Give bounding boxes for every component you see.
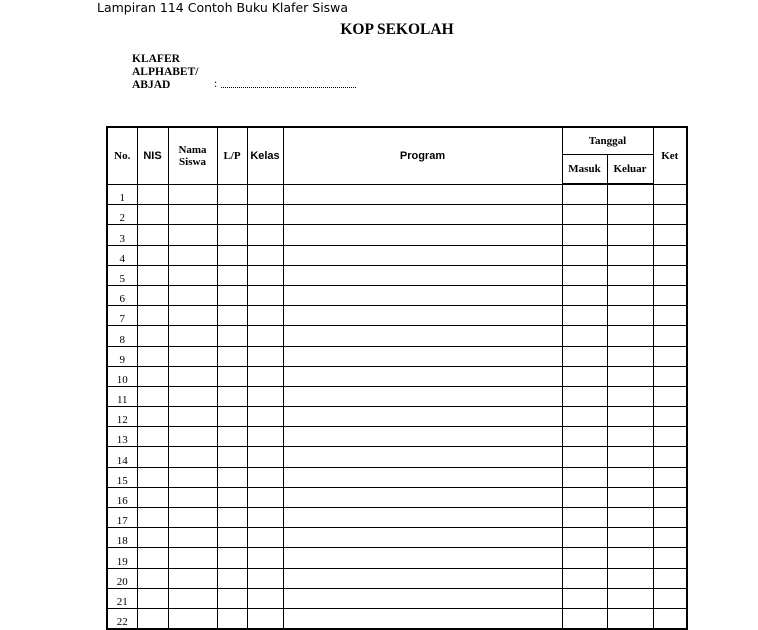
cell-keluar — [607, 407, 653, 427]
cell-program — [283, 407, 562, 427]
cell-program — [283, 306, 562, 326]
cell-nama — [168, 205, 217, 225]
table-row — [107, 225, 687, 245]
cell-ket — [653, 205, 687, 225]
cell-lp — [217, 568, 247, 588]
cell-nama — [168, 588, 217, 608]
cell-ket — [653, 608, 687, 629]
cell-nis — [137, 407, 168, 427]
cell-keluar — [607, 487, 653, 507]
page-caption: Lampiran 114 Contoh Buku Klafer Siswa — [97, 0, 349, 15]
table-row — [107, 608, 687, 629]
cell-program — [283, 265, 562, 285]
cell-lp — [217, 184, 247, 205]
cell-program — [283, 487, 562, 507]
cell-keluar — [607, 447, 653, 467]
cell-kelas — [247, 568, 283, 588]
header-lp: L/P — [217, 127, 247, 184]
table-row — [107, 184, 687, 205]
cell-nis — [137, 528, 168, 548]
cell-kelas — [247, 608, 283, 629]
cell-nis — [137, 467, 168, 487]
cell-nama — [168, 326, 217, 346]
cell-nis — [137, 588, 168, 608]
table-row — [107, 407, 687, 427]
cell-nis — [137, 184, 168, 205]
klafer-table — [106, 126, 688, 630]
row-number: 4 — [107, 245, 137, 265]
cell-lp — [217, 205, 247, 225]
cell-kelas — [247, 205, 283, 225]
cell-kelas — [247, 427, 283, 447]
row-number: 9 — [107, 346, 137, 366]
header-no: No. — [107, 127, 137, 184]
cell-keluar — [607, 184, 653, 205]
cell-nama — [168, 285, 217, 305]
cell-masuk — [562, 306, 607, 326]
cell-kelas — [247, 588, 283, 608]
cell-lp — [217, 386, 247, 406]
cell-masuk — [562, 407, 607, 427]
cell-lp — [217, 346, 247, 366]
table-body — [107, 184, 687, 629]
header-program: Program — [283, 127, 562, 184]
cell-ket — [653, 588, 687, 608]
cell-program — [283, 184, 562, 205]
cell-program — [283, 225, 562, 245]
cell-keluar — [607, 265, 653, 285]
row-number: 22 — [107, 608, 137, 629]
row-number: 3 — [107, 225, 137, 245]
cell-ket — [653, 568, 687, 588]
row-number: 12 — [107, 407, 137, 427]
cell-keluar — [607, 285, 653, 305]
cell-nama — [168, 508, 217, 528]
row-number: 5 — [107, 265, 137, 285]
page-title: KOP SEKOLAH — [340, 21, 454, 38]
cell-kelas — [247, 386, 283, 406]
cell-keluar — [607, 306, 653, 326]
cell-keluar — [607, 245, 653, 265]
cell-lp — [217, 447, 247, 467]
table-row — [107, 306, 687, 326]
cell-masuk — [562, 588, 607, 608]
cell-keluar — [607, 225, 653, 245]
cell-program — [283, 285, 562, 305]
klafer-label-line-2: ALPHABET/ — [132, 66, 199, 78]
cell-keluar — [607, 508, 653, 528]
cell-ket — [653, 528, 687, 548]
header-tanggal: Tanggal — [562, 127, 653, 155]
cell-nama — [168, 608, 217, 629]
cell-program — [283, 588, 562, 608]
cell-lp — [217, 285, 247, 305]
cell-nis — [137, 386, 168, 406]
row-number: 16 — [107, 487, 137, 507]
table-row — [107, 508, 687, 528]
cell-program — [283, 548, 562, 568]
cell-kelas — [247, 184, 283, 205]
cell-lp — [217, 265, 247, 285]
cell-kelas — [247, 265, 283, 285]
cell-lp — [217, 366, 247, 386]
cell-kelas — [247, 326, 283, 346]
cell-nama — [168, 568, 217, 588]
cell-keluar — [607, 588, 653, 608]
row-number: 8 — [107, 326, 137, 346]
cell-kelas — [247, 225, 283, 245]
cell-nama — [168, 427, 217, 447]
cell-nama — [168, 366, 217, 386]
cell-ket — [653, 467, 687, 487]
cell-nama — [168, 265, 217, 285]
cell-kelas — [247, 366, 283, 386]
cell-nis — [137, 265, 168, 285]
cell-kelas — [247, 467, 283, 487]
row-number: 11 — [107, 386, 137, 406]
cell-ket — [653, 285, 687, 305]
cell-ket — [653, 184, 687, 205]
cell-ket — [653, 508, 687, 528]
table-row — [107, 205, 687, 225]
cell-lp — [217, 528, 247, 548]
cell-lp — [217, 306, 247, 326]
table-row — [107, 386, 687, 406]
cell-program — [283, 508, 562, 528]
cell-nis — [137, 326, 168, 346]
cell-kelas — [247, 548, 283, 568]
cell-program — [283, 467, 562, 487]
cell-lp — [217, 548, 247, 568]
cell-program — [283, 447, 562, 467]
row-number: 7 — [107, 306, 137, 326]
row-number: 14 — [107, 447, 137, 467]
cell-ket — [653, 427, 687, 447]
cell-program — [283, 245, 562, 265]
header-nis: NIS — [137, 127, 168, 184]
row-number: 18 — [107, 528, 137, 548]
cell-ket — [653, 225, 687, 245]
cell-keluar — [607, 568, 653, 588]
cell-masuk — [562, 528, 607, 548]
cell-ket — [653, 447, 687, 467]
cell-nis — [137, 568, 168, 588]
cell-nis — [137, 306, 168, 326]
cell-nama — [168, 386, 217, 406]
cell-masuk — [562, 205, 607, 225]
cell-masuk — [562, 467, 607, 487]
cell-kelas — [247, 447, 283, 467]
cell-nis — [137, 245, 168, 265]
cell-kelas — [247, 245, 283, 265]
cell-program — [283, 346, 562, 366]
header-nama-line-1: Nama — [178, 143, 207, 156]
cell-lp — [217, 508, 247, 528]
cell-lp — [217, 467, 247, 487]
table-row — [107, 285, 687, 305]
cell-masuk — [562, 265, 607, 285]
cell-masuk — [562, 548, 607, 568]
cell-keluar — [607, 205, 653, 225]
cell-ket — [653, 265, 687, 285]
cell-masuk — [562, 508, 607, 528]
cell-ket — [653, 548, 687, 568]
cell-program — [283, 608, 562, 629]
cell-nama — [168, 407, 217, 427]
row-number: 6 — [107, 285, 137, 305]
cell-nis — [137, 285, 168, 305]
header-masuk: Masuk — [562, 155, 607, 185]
cell-program — [283, 568, 562, 588]
cell-nama — [168, 225, 217, 245]
cell-nama — [168, 548, 217, 568]
header-nama-siswa — [168, 127, 217, 184]
cell-masuk — [562, 447, 607, 467]
cell-masuk — [562, 487, 607, 507]
cell-nama — [168, 487, 217, 507]
cell-kelas — [247, 528, 283, 548]
cell-kelas — [247, 346, 283, 366]
row-number: 15 — [107, 467, 137, 487]
cell-ket — [653, 245, 687, 265]
cell-masuk — [562, 366, 607, 386]
cell-nis — [137, 548, 168, 568]
cell-nama — [168, 528, 217, 548]
cell-nama — [168, 447, 217, 467]
cell-ket — [653, 326, 687, 346]
cell-masuk — [562, 326, 607, 346]
cell-ket — [653, 306, 687, 326]
cell-nis — [137, 508, 168, 528]
klafer-colon: : — [214, 78, 218, 90]
table-row — [107, 265, 687, 285]
cell-lp — [217, 487, 247, 507]
cell-keluar — [607, 326, 653, 346]
cell-masuk — [562, 568, 607, 588]
cell-lp — [217, 225, 247, 245]
cell-masuk — [562, 245, 607, 265]
cell-kelas — [247, 285, 283, 305]
klafer-label — [132, 53, 198, 92]
cell-masuk — [562, 225, 607, 245]
header-ket: Ket — [653, 127, 687, 184]
table-row — [107, 427, 687, 447]
cell-program — [283, 366, 562, 386]
cell-keluar — [607, 548, 653, 568]
row-number: 21 — [107, 588, 137, 608]
cell-masuk — [562, 346, 607, 366]
klafer-dotted-fill-line — [221, 87, 356, 88]
cell-keluar — [607, 386, 653, 406]
cell-lp — [217, 588, 247, 608]
row-number: 19 — [107, 548, 137, 568]
cell-program — [283, 386, 562, 406]
cell-masuk — [562, 184, 607, 205]
cell-keluar — [607, 366, 653, 386]
cell-kelas — [247, 508, 283, 528]
row-number: 17 — [107, 508, 137, 528]
table-row — [107, 447, 687, 467]
table-row — [107, 487, 687, 507]
cell-masuk — [562, 285, 607, 305]
row-number: 2 — [107, 205, 137, 225]
row-number: 1 — [107, 184, 137, 205]
cell-ket — [653, 487, 687, 507]
cell-masuk — [562, 386, 607, 406]
cell-keluar — [607, 528, 653, 548]
cell-nis — [137, 366, 168, 386]
cell-program — [283, 427, 562, 447]
cell-masuk — [562, 608, 607, 629]
cell-masuk — [562, 427, 607, 447]
cell-ket — [653, 407, 687, 427]
table-row — [107, 366, 687, 386]
cell-kelas — [247, 306, 283, 326]
row-number: 20 — [107, 568, 137, 588]
cell-keluar — [607, 427, 653, 447]
cell-nama — [168, 245, 217, 265]
table-row — [107, 326, 687, 346]
cell-nis — [137, 447, 168, 467]
cell-lp — [217, 407, 247, 427]
table-row — [107, 568, 687, 588]
cell-nama — [168, 467, 217, 487]
cell-nama — [168, 184, 217, 205]
cell-nis — [137, 427, 168, 447]
cell-ket — [653, 366, 687, 386]
table-row — [107, 528, 687, 548]
cell-keluar — [607, 346, 653, 366]
klafer-label-line-1: KLAFER — [132, 53, 180, 65]
cell-keluar — [607, 467, 653, 487]
cell-nis — [137, 487, 168, 507]
row-number: 10 — [107, 366, 137, 386]
header-keluar: Keluar — [607, 155, 653, 185]
cell-nama — [168, 346, 217, 366]
cell-program — [283, 326, 562, 346]
cell-program — [283, 528, 562, 548]
cell-ket — [653, 346, 687, 366]
cell-nis — [137, 225, 168, 245]
table-row — [107, 548, 687, 568]
cell-ket — [653, 386, 687, 406]
row-number: 13 — [107, 427, 137, 447]
cell-lp — [217, 326, 247, 346]
cell-nis — [137, 205, 168, 225]
header-kelas: Kelas — [247, 127, 283, 184]
cell-kelas — [247, 407, 283, 427]
klafer-label-line-3: ABJAD — [132, 79, 171, 91]
table-row — [107, 245, 687, 265]
cell-lp — [217, 608, 247, 629]
table-row — [107, 588, 687, 608]
cell-nis — [137, 346, 168, 366]
cell-nama — [168, 306, 217, 326]
cell-keluar — [607, 608, 653, 629]
cell-nis — [137, 608, 168, 629]
header-nama-line-2: Siswa — [179, 155, 206, 168]
cell-program — [283, 205, 562, 225]
cell-lp — [217, 245, 247, 265]
table-row — [107, 346, 687, 366]
cell-lp — [217, 427, 247, 447]
table-row — [107, 467, 687, 487]
cell-kelas — [247, 487, 283, 507]
